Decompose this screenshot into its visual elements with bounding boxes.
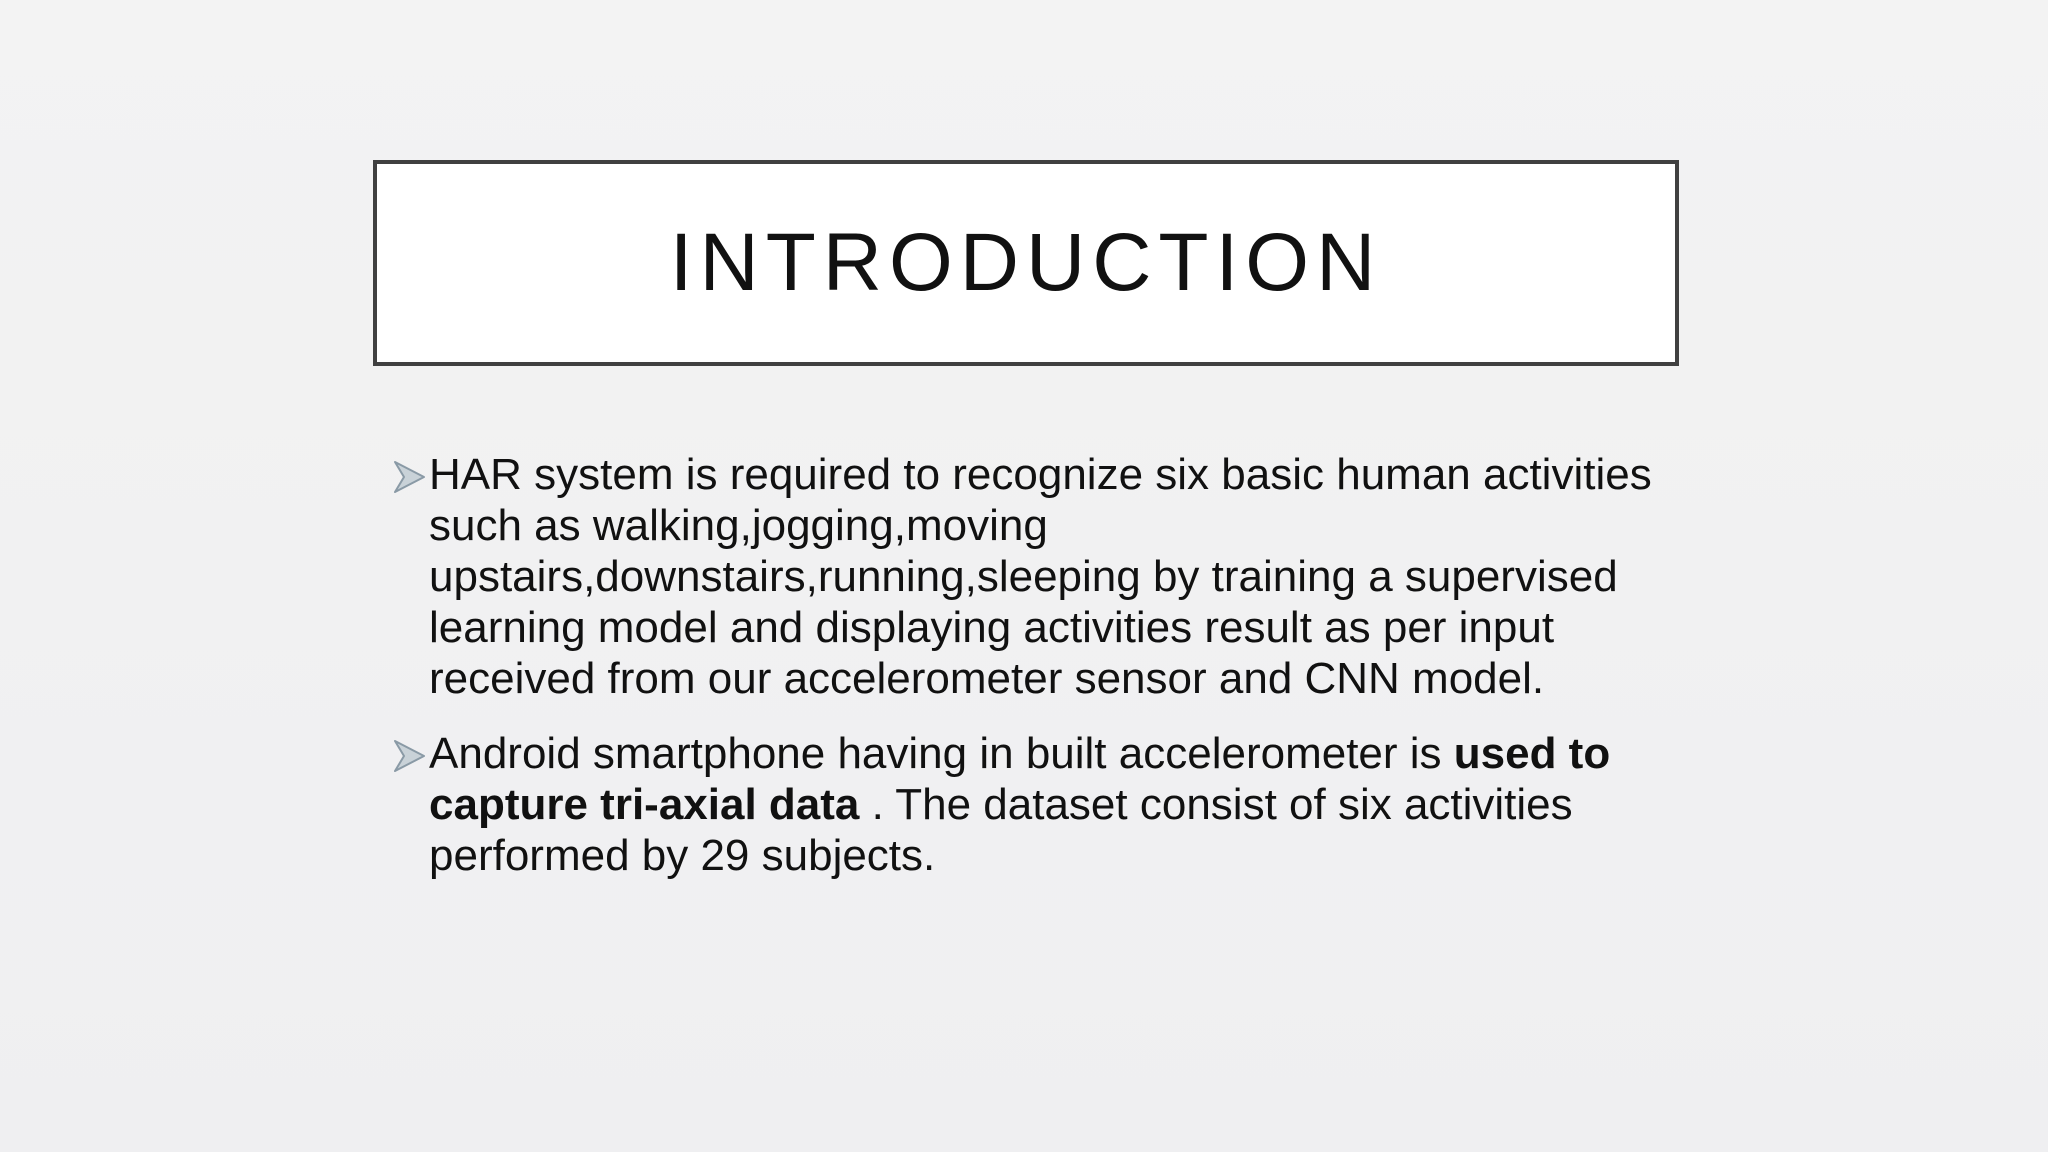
slide-content: [393, 449, 1653, 905]
title-box: [373, 160, 1679, 366]
bullet-item: [393, 728, 1653, 881]
slide-title: INTRODUCTION: [669, 217, 1383, 308]
bullet-text-end: . The dataset consist of six activities performed by 29 subjects.: [429, 780, 1573, 880]
arrowhead-bullet-icon: [393, 455, 427, 491]
arrowhead-bullet-icon: [393, 734, 427, 770]
bullet-text-bold: used to capture tri-axial data: [429, 729, 1611, 829]
bullet-text-start: Android smartphone having in built accelerometer is: [429, 729, 1454, 778]
bullet-item: [393, 449, 1653, 704]
bullet-text: HAR system is required to recognize six basic human activities such as walking,jogging,moving upstairs,downstairs,running,sleeping by training a supervised learning model and displaying activities result as per input received from our accelerometer sensor and CNN model.: [429, 450, 1652, 703]
